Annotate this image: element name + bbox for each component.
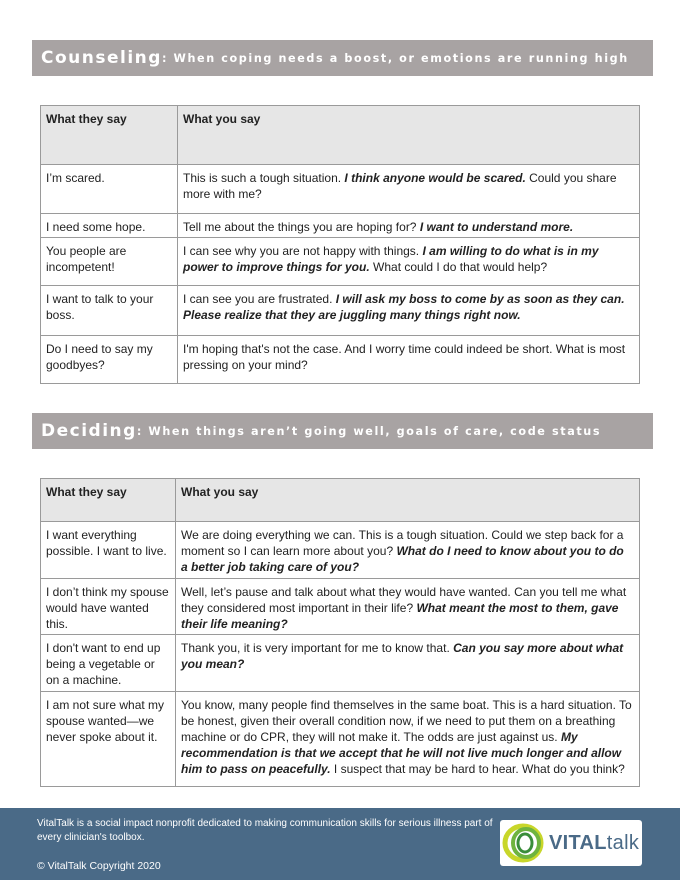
counseling-subheading: : When coping needs a boost, or emotions are running high: [161, 51, 629, 65]
copyright: © VitalTalk Copyright 2020: [37, 860, 161, 872]
they-cell: I’m scared.: [41, 165, 178, 214]
table-row: [41, 214, 640, 238]
logo-wordmark: VITALtalk: [549, 832, 640, 854]
deciding-banner: [32, 413, 653, 449]
col-header-you: What you say: [176, 479, 640, 522]
you-cell: Well, let’s pause and talk about what they would have wanted. Can you tell me what they considered most important in their life? What meant the most to them, gave their life meaning?: [176, 579, 640, 635]
mission-statement: VitalTalk is a social impact nonprofit dedicated to making communication skills for serious illness part of every clinician's toolbox.: [37, 818, 493, 843]
you-cell: You know, many people find themselves in the same boat. This is a hard situation. To be honest, given their overall condition now, if we need to put them on a breathing machine or do CPR, they will not make it. The odds are just against us. My recommendation is that we accept that he will not live much longer and allow him to pass on peacefully. I suspect that may be hard to hear. What do you think?: [176, 692, 640, 787]
deciding-heading: Deciding: [41, 421, 137, 441]
table-row: [41, 579, 640, 635]
counseling-table: [40, 105, 640, 384]
you-cell: I can see why you are not happy with things. I am willing to do what is in my power to improve things for you. What could I do that would help?: [178, 238, 640, 286]
they-cell: Do I need to say my goodbyes?: [41, 336, 178, 384]
you-cell: We are doing everything we can. This is a tough situation. Could we step back for a moment so I can learn more about you? What do I need to know about you to do a better job taking care of you?: [176, 522, 640, 579]
they-cell: I want to talk to your boss.: [41, 286, 178, 336]
counseling-heading: Counseling: [41, 48, 162, 68]
logo-rings-icon: [502, 822, 548, 864]
table-row: [41, 522, 640, 579]
table-row: [41, 286, 640, 336]
vitaltalk-logo: [500, 820, 642, 866]
you-cell: Thank you, it is very important for me to know that. Can you say more about what you mean?: [176, 635, 640, 692]
they-cell: I don’t think my spouse would have wanted this.: [41, 579, 176, 635]
footer: [0, 808, 680, 880]
you-cell: This is such a tough situation. I think anyone would be scared. Could you share more with me?: [178, 165, 640, 214]
you-cell: I can see you are frustrated. I will ask my boss to come by as soon as they can. Please realize that they are juggling many things right now.: [178, 286, 640, 336]
counseling-banner: [32, 40, 653, 76]
table-row: [41, 336, 640, 384]
table-row: [41, 238, 640, 286]
they-cell: I want everything possible. I want to live.: [41, 522, 176, 579]
you-cell: I'm hoping that's not the case. And I worry time could indeed be short. What is most pressing on your mind?: [178, 336, 640, 384]
they-cell: I am not sure what my spouse wanted—we never spoke about it.: [41, 692, 176, 787]
table-row: [41, 692, 640, 787]
table-header-row: [41, 106, 640, 165]
they-cell: I need some hope.: [41, 214, 178, 238]
table-header-row: [41, 479, 640, 522]
col-header-they: What they say: [41, 479, 176, 522]
table-row: [41, 165, 640, 214]
deciding-subheading: : When things aren’t going well, goals of care, code status: [136, 424, 602, 438]
they-cell: I don't want to end up being a vegetable or on a machine.: [41, 635, 176, 692]
deciding-table: [40, 478, 640, 787]
col-header-they: What they say: [41, 106, 178, 165]
they-cell: You people are incompetent!: [41, 238, 178, 286]
table-row: [41, 635, 640, 692]
col-header-you: What you say: [178, 106, 640, 165]
you-cell: Tell me about the things you are hoping for? I want to understand more.: [178, 214, 640, 238]
